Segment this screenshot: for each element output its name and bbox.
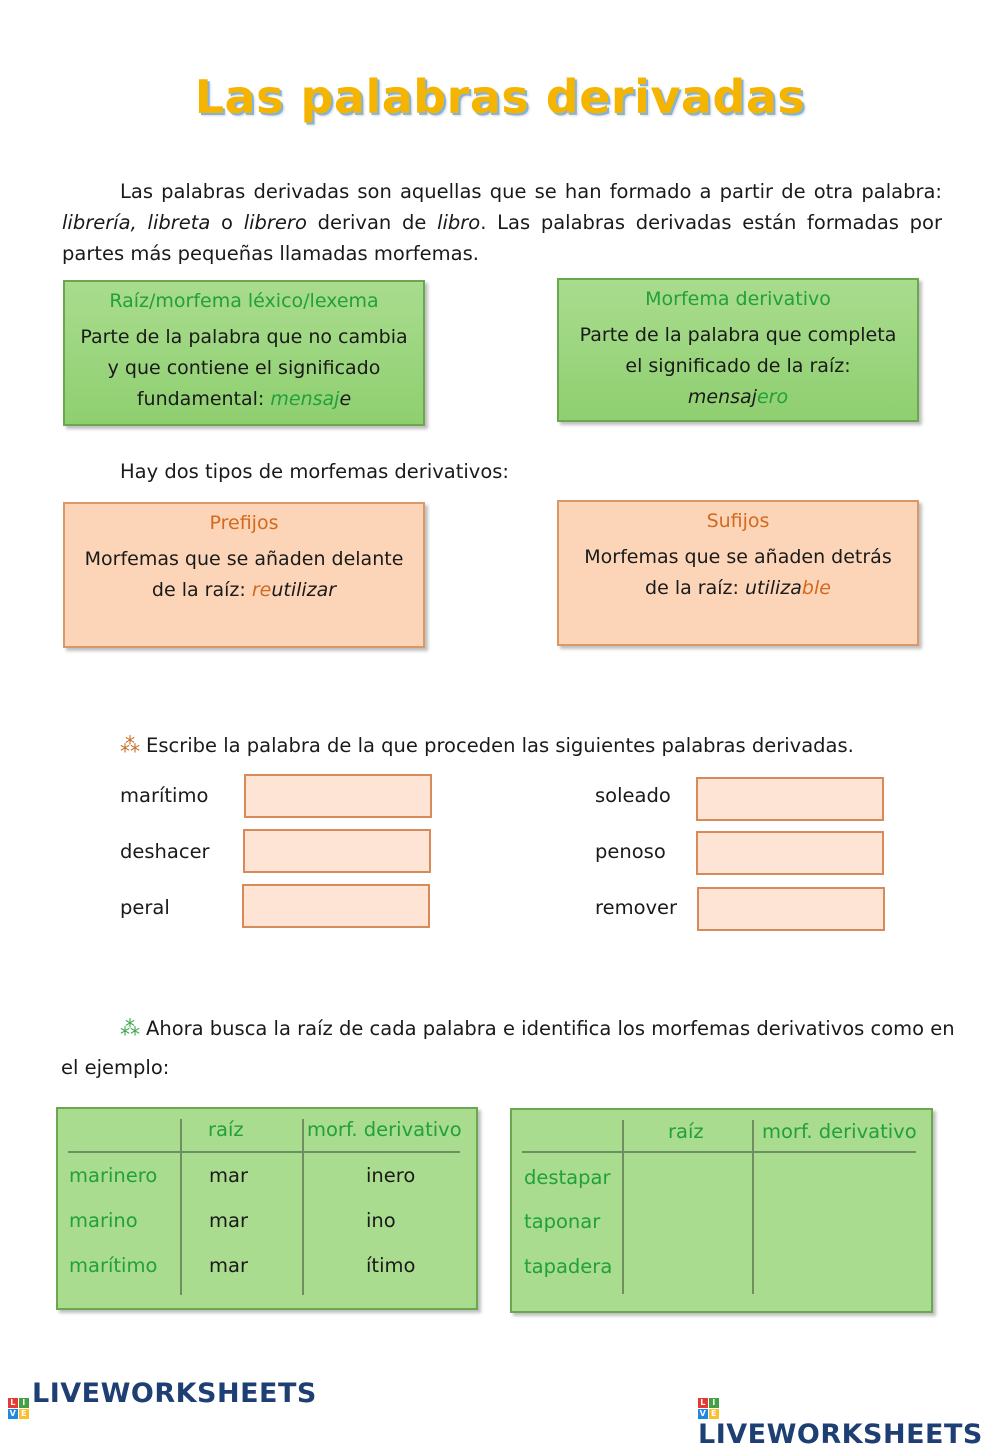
ex1-word-right-1: soleado [595,784,671,807]
answer-input-destapar-raiz[interactable] [626,1160,750,1196]
ex1-word-right-3: remover [595,896,678,919]
practice-table [510,1108,933,1313]
answer-input-taponar-morf[interactable] [756,1204,924,1240]
answer-input-tapadera-raiz[interactable] [626,1249,750,1285]
example-table [56,1107,478,1310]
answer-input-remover[interactable] [697,887,885,931]
sufijos-box-text: Morfemas que se añaden detrás de la raíz: [584,546,892,599]
sufijos-example-root: utiliza [744,577,802,599]
derivativo-example-suffix: ero [756,386,789,408]
table-row-word: taponar [524,1210,601,1233]
logo-letter: L [698,1398,708,1408]
raiz-example-suffix: e [339,388,352,410]
ex1-word-left-1: marítimo [120,784,209,807]
page-title: Las palabras derivadas [194,70,806,124]
table-row-word: marino [69,1209,138,1232]
logo-letter: I [19,1398,29,1408]
prefijos-box-title: Prefijos [209,512,279,534]
intro-example-3: libro [437,211,481,234]
raiz-box-body [65,322,423,415]
table-row-morph: inero [366,1164,416,1187]
table-divider [180,1119,182,1295]
exercise2-instruction [120,1016,955,1040]
sufijos-example-suffix: ble [801,577,831,599]
logo-letter: L [8,1398,18,1408]
answer-input-taponar-raiz[interactable] [626,1204,750,1240]
table-row-root: mar [209,1164,248,1187]
ex1-word-right-2: penoso [595,840,666,863]
prefijos-box-text: Morfemas que se añaden delante de la raíz: [84,548,404,601]
header-morf: morf. derivativo [307,1118,462,1141]
derivativo-example-root: mensaj [687,386,757,408]
intro-connector: derivan de [306,211,438,234]
logo-letter: V [699,1409,707,1418]
derivativo-box-text: Parte de la palabra que completa el significado de la raíz: [579,324,897,377]
table-row-word: tapadera [524,1255,613,1278]
table-divider [68,1151,460,1153]
tipos-text: Hay dos tipos de morfemas derivativos: [120,460,509,483]
header-raiz: raíz [668,1120,704,1143]
derivativo-box [557,278,919,422]
derivativo-box-title: Morfema derivativo [645,288,831,310]
table-row-morph: ino [366,1209,396,1232]
answer-input-peral[interactable] [242,884,430,928]
answer-input-destapar-morf[interactable] [756,1160,924,1196]
intro-text-end: . Las palabras derivadas están formadas por partes más pequeñas llamadas morfemas. [62,211,942,265]
exercise2-instruction-cont: el ejemplo: [61,1056,170,1079]
header-morf: morf. derivativo [762,1120,917,1143]
prefijos-box [63,502,425,648]
intro-example-1: librería, libreta [62,211,211,234]
header-raiz: raíz [208,1118,244,1141]
sufijos-box-title: Sufijos [706,510,770,532]
raiz-box [63,280,425,426]
prefijos-box-body [65,544,423,606]
answer-input-deshacer[interactable] [243,829,431,873]
answer-input-marítimo[interactable] [244,774,432,818]
table-row-root: mar [209,1209,248,1232]
brand-name: LIVEWORKSHEETS [698,1419,983,1450]
answer-input-tapadera-morf[interactable] [756,1249,924,1285]
asterism-icon: ⁂ [120,733,140,757]
table-divider [302,1119,304,1295]
brand-name: LIVEWORKSHEETS [32,1378,317,1409]
logo-letter: V [9,1409,17,1418]
ex1-word-left-2: deshacer [120,840,210,863]
table-row-word: marinero [69,1164,158,1187]
intro-example-2: librero [243,211,307,234]
raiz-box-title: Raíz/morfema léxico/lexema [109,290,379,312]
prefijos-example-prefix: re [251,579,272,601]
intro-connector: o [210,211,244,234]
table-divider [622,1120,624,1294]
sufijos-box-body [559,542,917,604]
asterism-icon: ⁂ [120,1016,140,1040]
prefijos-example-root: utilizar [271,579,337,601]
intro-paragraph [62,176,942,269]
exercise2-instruction-text: Ahora busca la raíz de cada palabra e identifica los morfemas derivativos como en [146,1017,955,1040]
exercise1-instruction [120,733,854,757]
logo-letter: E [19,1409,29,1419]
table-row-root: mar [209,1254,248,1277]
logo-letter: I [709,1398,719,1408]
exercise1-instruction-text: Escribe la palabra de la que proceden las siguientes palabras derivadas. [146,734,854,757]
table-row-word: marítimo [69,1254,158,1277]
liveworksheets-logo-icon [8,1398,29,1419]
raiz-example-root: mensaj [270,388,340,410]
liveworksheets-logo-icon [698,1398,719,1419]
table-row-morph: ítimo [366,1254,416,1277]
table-divider [522,1151,916,1153]
table-row-word: destapar [524,1166,611,1189]
derivativo-box-body [559,320,917,413]
raiz-box-text: Parte de la palabra que no cambia y que contiene el significado fundamental: [80,326,408,410]
answer-input-penoso[interactable] [696,831,884,875]
answer-input-soleado[interactable] [696,777,884,821]
ex1-word-left-3: peral [120,896,170,919]
intro-text: Las palabras derivadas son aquellas que se han formado a partir de otra palabra: [120,180,942,203]
logo-letter: E [709,1409,719,1419]
table-divider [752,1120,754,1294]
sufijos-box [557,500,919,646]
footer-logo-right [698,1378,1000,1450]
